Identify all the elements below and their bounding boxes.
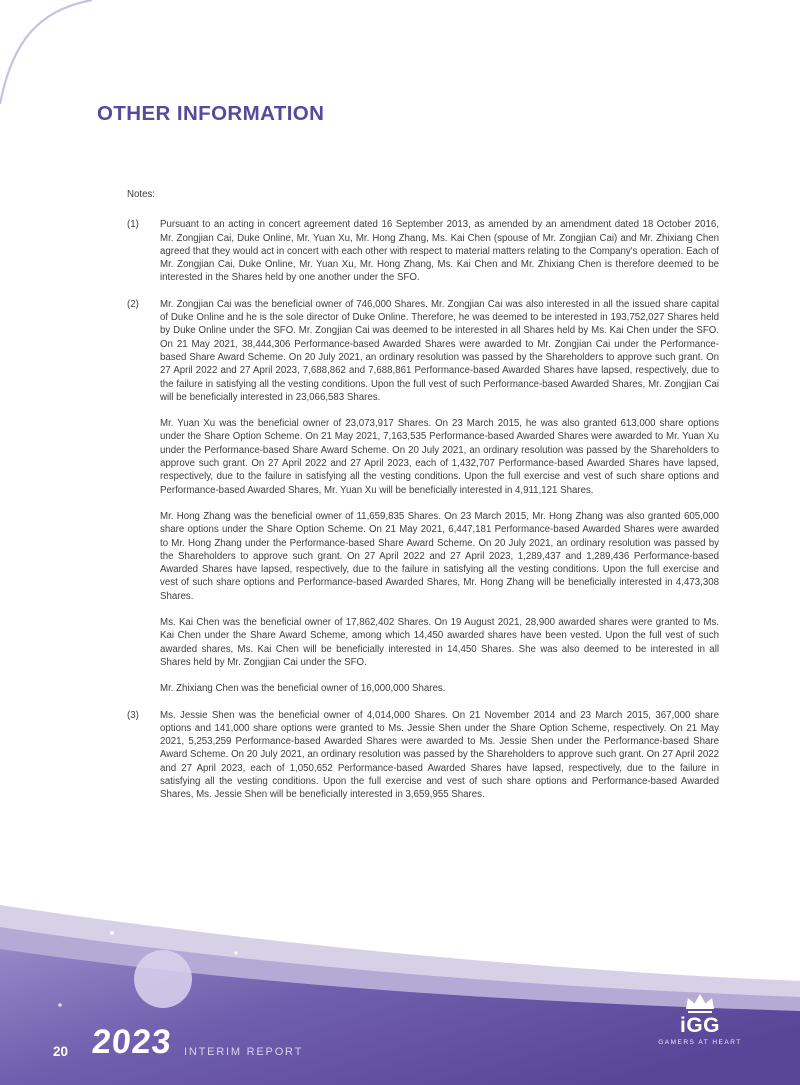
note-paragraph: Ms. Kai Chen was the beneficial owner of 17,862,402 Shares. On 19 August 2021, 28,900 awarded shares were granted to Ms. Kai Chen under the Share Award Scheme, among which 14,450 awarded shares have been vested. Upon the full vest of such awarded shares, Ms. Kai Chen will be beneficially interested in 14,450 Shares. She was also deemed to be interested in all Shares held by Mr. Zongjian Cai under the SFO. <box>160 617 719 668</box>
note-body <box>160 218 719 297</box>
note-paragraph: Mr. Yuan Xu was the beneficial owner of 23,073,917 Shares. On 23 March 2015, he was also granted 613,000 share options under the Share Option Scheme. On 21 May 2021, 7,163,535 Performance-based Awarded Shares were awarded to Mr. Yuan Xu under the Performance-based Share Award Scheme. On 20 July 2021, an ordinary resolution was passed by the Shareholders to approve such grant. On 27 April 2022 and 27 April 2023, each of 1,432,707 Performance-based Awarded Shares have lapsed, respectively, due to the failure in satisfying all the vesting conditions. Upon the full exercise and vest of such share options and Performance-based Awarded Shares, Mr. Yuan Xu will be beneficially interested in 4,911,121 Shares. <box>160 418 719 496</box>
report-title: INTERIM REPORT <box>184 1046 304 1058</box>
notes-section <box>127 188 719 815</box>
note-number: (2) <box>127 298 139 310</box>
note-item-2 <box>127 298 719 709</box>
corner-arc-decoration <box>0 0 110 115</box>
note-paragraph: Mr. Zongjian Cai was the beneficial owner of 746,000 Shares. Mr. Zongjian Cai was also interested in all the issued share capital of Duke Online and he is the sole director of Duke Online. Therefore, he was deemed to be interested in 193,752,027 Shares held by Duke Online under the SFO. Mr. Zongjian Cai was deemed to be interested in all Shares held by Ms. Kai Chen under the SFO. On 21 May 2021, 38,444,306 Performance-based Awarded Shares were awarded to Mr. Zongjian Cai under the Performance-based Share Award Scheme. On 20 July 2021, an ordinary resolution was passed by the Shareholders to approve such grant. On 27 April 2022 and 27 April 2023, 7,688,862 and 7,688,861 Performance-based Awarded Shares have lapsed, respectively, due to the failure in satisfying all the vesting conditions. Upon the full vest of such Performance-based Awarded Shares, Mr. Zongjian Cai will be beneficially interested in 23,066,583 Shares. <box>160 298 719 403</box>
report-year: 2023 <box>90 1023 174 1061</box>
note-body <box>160 298 719 709</box>
note-paragraph: Ms. Jessie Shen was the beneficial owner of 4,014,000 Shares. On 21 November 2014 and 23 March 2015, 367,000 share options and 141,000 share options were granted to Ms. Jessie Shen under the Share Option Scheme, respectively. On 21 May 2021, 5,253,259 Performance-based Awarded Shares were awarded to Ms. Jessie Shen under the Performance-based Share Award Scheme. On 20 July 2021, an ordinary resolution was passed by the Shareholders to approve such grant. On 27 April 2022 and 27 April 2023, each of 1,050,652 Performance-based Awarded Shares have lapsed, respectively, due to the failure in satisfying all the vesting conditions. Upon the full exercise and vest of such share options and Performance-based Awarded Shares, Ms. Jessie Shen will be beneficially interested in 3,659,955 Shares. <box>160 709 719 801</box>
note-number: (3) <box>127 709 139 721</box>
note-paragraph: Pursuant to an acting in concert agreement dated 16 September 2013, as amended by an amendment dated 18 October 2016, Mr. Zongjian Cai, Duke Online, Mr. Yuan Xu, Mr. Hong Zhang, Ms. Kai Chen (spouse of Mr. Zongjian Cai) and Mr. Zhixiang Chen agreed that they would act in concert with each other with respect to material matters relating to the Company's operation. Each of Mr. Zongjian Cai, Duke Online, Mr. Yuan Xu, Mr. Hong Zhang, Ms. Kai Chen and Mr. Zhixiang Chen is therefore deemed to be interested in the Shares held by one another under the SFO. <box>160 219 719 284</box>
star-dot <box>110 931 114 935</box>
planet-decoration <box>134 950 192 1008</box>
note-paragraph: Mr. Zhixiang Chen was the beneficial owner of 16,000,000 Shares. <box>160 683 446 695</box>
logo-text: iGG <box>679 1014 720 1037</box>
corner-arc-line <box>0 0 92 104</box>
igg-logo <box>650 994 750 1046</box>
note-body <box>160 709 719 815</box>
star-dot <box>58 1003 62 1007</box>
star-dot <box>234 951 237 954</box>
page-title: OTHER INFORMATION <box>97 102 325 125</box>
note-number: (1) <box>127 219 139 231</box>
notes-label: Notes: <box>127 189 155 200</box>
note-item-3 <box>127 709 719 815</box>
page-number: 20 <box>53 1044 69 1059</box>
note-paragraph: Mr. Hong Zhang was the beneficial owner of 11,659,835 Shares. On 23 March 2015, Mr. Hong Zhang was also granted 605,000 share options under the Share Option Scheme. On 21 May 2021, 6,447,181 Performance-based Awarded Shares were awarded to Mr. Hong Zhang under the Performance-based Share Award Scheme. On 20 July 2021, an ordinary resolution was passed by the Shareholders to approve such grant. On 27 April 2022 and 27 April 2023, 1,289,437 and 1,289,436 Performance-based Awarded Shares have lapsed, respectively, due to the failure in satisfying all the vesting conditions. Upon the full exercise and vest of such share options and Performance-based Awarded Shares, Mr. Hong Zhang will be beneficially interested in 4,473,308 Shares. <box>160 510 719 602</box>
note-item-1 <box>127 218 719 297</box>
crown-icon <box>683 994 717 1014</box>
logo-tagline: GAMERS AT HEART <box>658 1039 742 1046</box>
